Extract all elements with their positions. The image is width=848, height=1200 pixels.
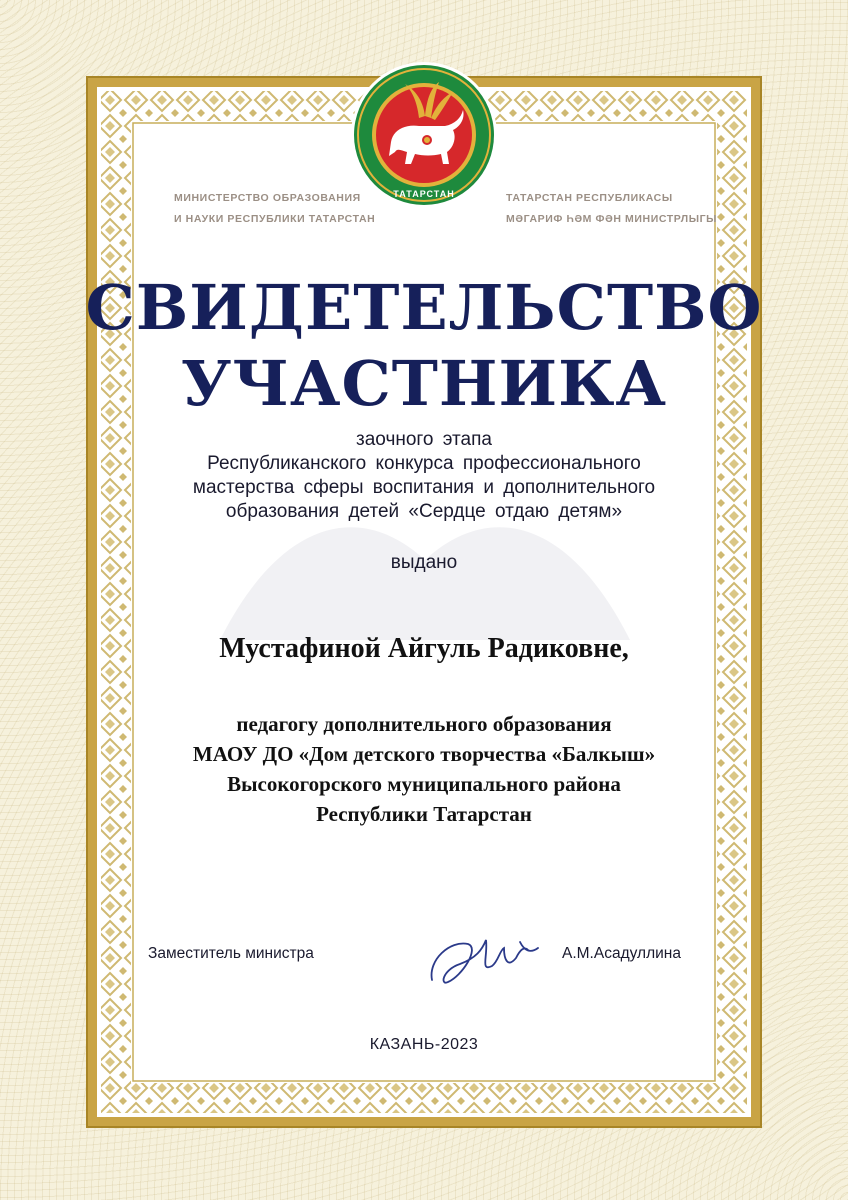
ministry-left-line2: И НАУКИ РЕСПУБЛИКИ ТАТАРСТАН: [174, 213, 376, 225]
emblem-ring-text: ТАТАРСТАН: [393, 189, 455, 199]
recipient-details-line3: Высокогорского муниципального района: [227, 772, 621, 796]
signatory-position: Заместитель министра: [148, 945, 314, 962]
description-line4: образования детей «Сердце отдаю детям»: [225, 501, 623, 522]
recipient-name: Мустафиной Айгуль Радиковне,: [219, 633, 629, 664]
issued-label: выдано: [390, 552, 458, 573]
certificate-title-line1: СВИДЕТЕЛЬСТВО: [85, 271, 763, 344]
handwritten-signature-icon: [420, 920, 550, 1000]
ministry-left-line1: МИНИСТЕРСТВО ОБРАЗОВАНИЯ: [174, 192, 361, 204]
description-line2: Республиканского конкурса профессионального: [207, 453, 641, 474]
description-line1: заочного этапа: [356, 429, 492, 450]
description-line3: мастерства сферы воспитания и дополнительного: [192, 477, 656, 498]
signatory-name: А.М.Асадуллина: [562, 945, 681, 962]
ministry-right-line1: ТАТАРСТАН РЕСПУБЛИКАСЫ: [506, 192, 673, 204]
ministry-right-line2: МӘГАРИФ ҺӘМ ФӘН МИНИСТРЛЫГЫ: [506, 213, 718, 225]
certificate-title-line2: УЧАСТНИКА: [181, 347, 667, 420]
ministry-left: [174, 188, 375, 230]
recipient-details-line2: МАОУ ДО «Дом детского творчества «Балкыш»: [192, 742, 656, 766]
recipient-details-line4: Республики Татарстан: [316, 802, 532, 826]
recipient-details-line1: педагогу дополнительного образования: [236, 712, 612, 736]
place-year: КАЗАНЬ-2023: [369, 1036, 479, 1053]
ministry-right: [506, 188, 717, 230]
